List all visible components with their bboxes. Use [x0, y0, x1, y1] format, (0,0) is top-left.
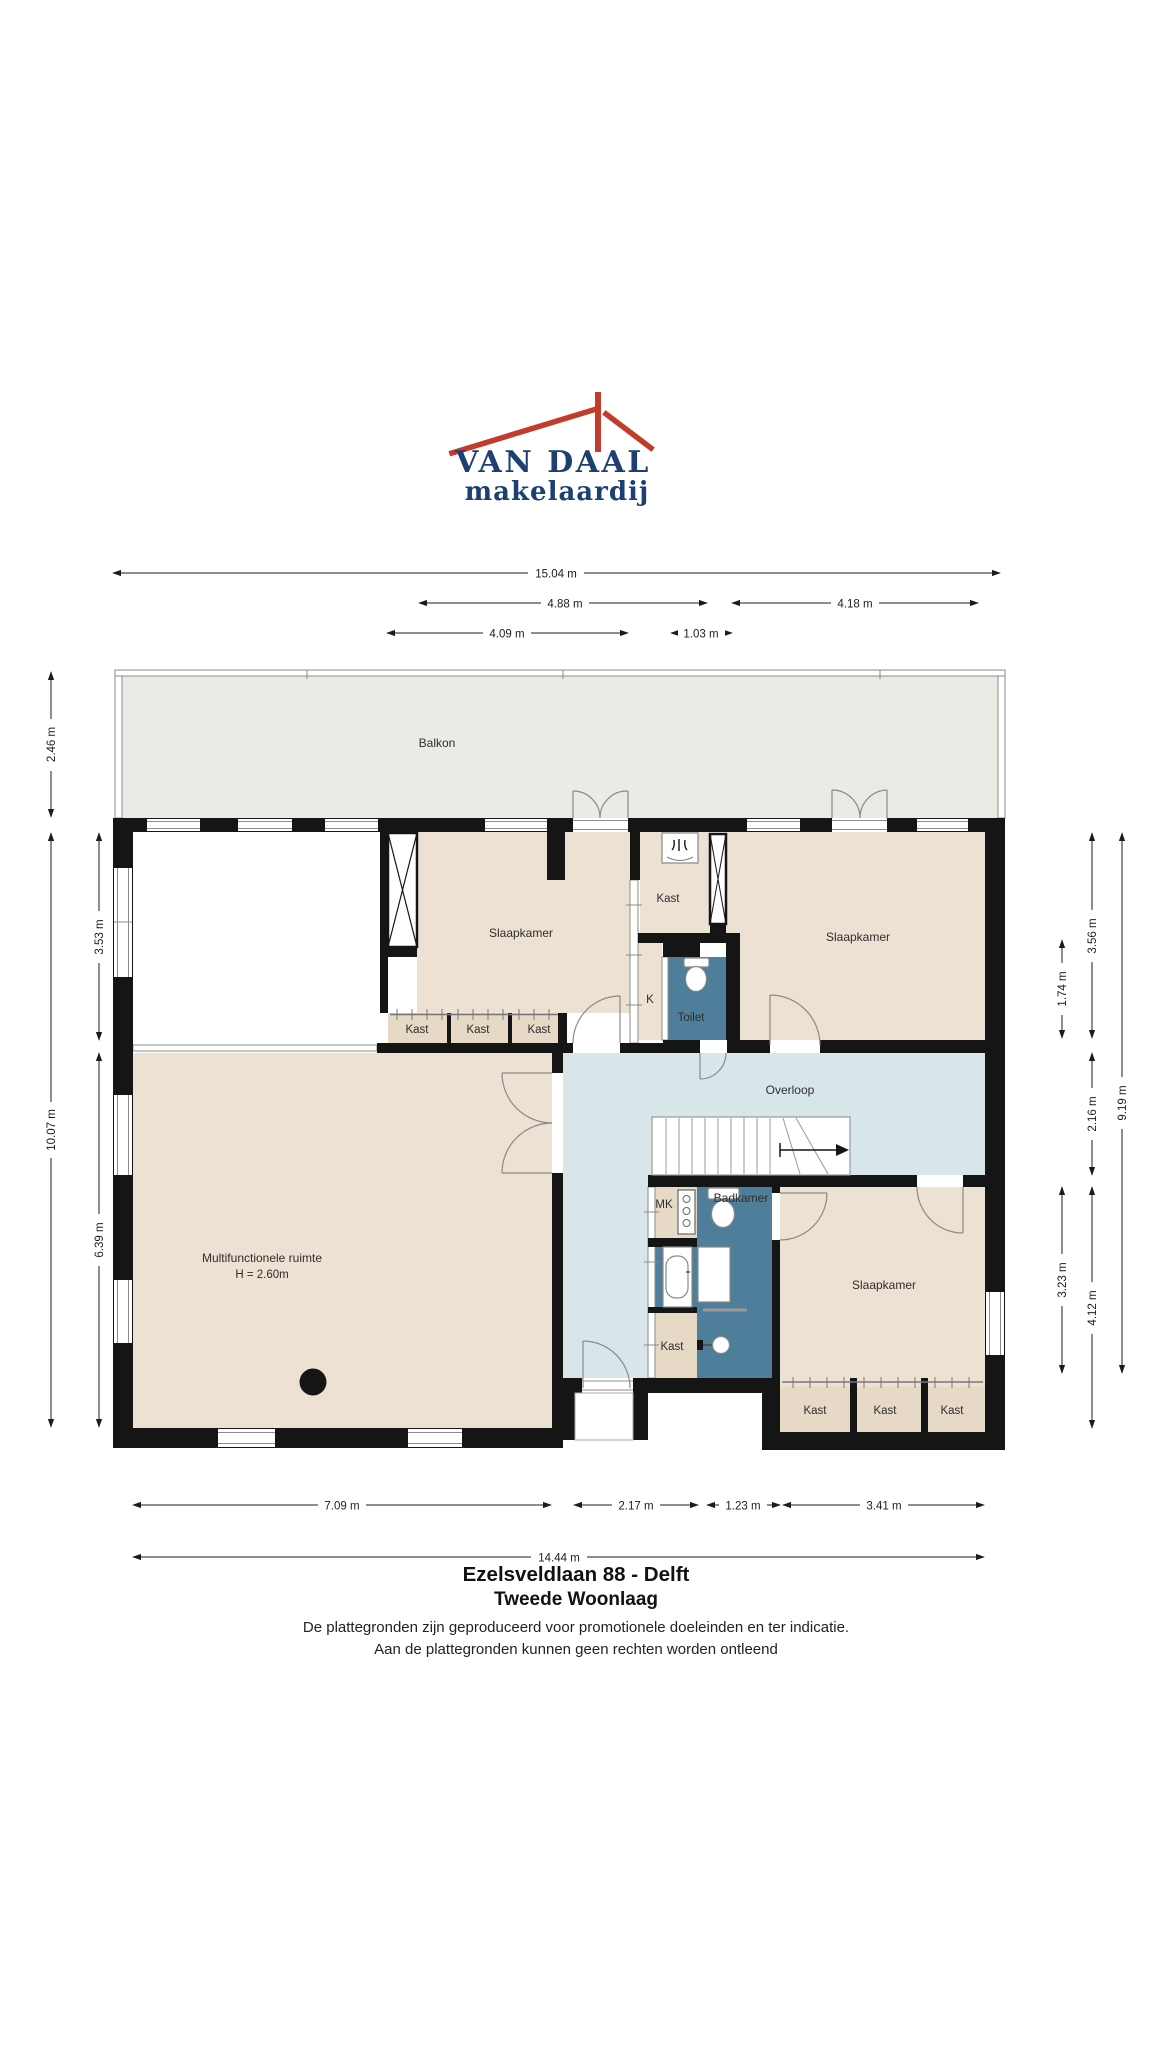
dim-label: 3.53 m [94, 919, 106, 955]
logo-name: VAN DAAL [455, 445, 651, 480]
label-toilet: Toilet [677, 1012, 705, 1024]
label-k: K [646, 994, 654, 1006]
label-kast: Kast [405, 1024, 429, 1036]
label-kast: Kast [660, 1341, 684, 1353]
staircase [652, 1117, 850, 1175]
title-block [303, 1563, 849, 1658]
label-kast: Kast [527, 1024, 551, 1036]
label-kast: Kast [466, 1024, 490, 1036]
label-multifunctionele-ruimte: Multifunctionele ruimte [201, 1251, 323, 1265]
logo [452, 395, 651, 507]
glass-partition [630, 880, 638, 1043]
k-closet [638, 943, 662, 1040]
dim-label: 15.04 m [535, 568, 577, 581]
dim-label: 9.19 m [1117, 1085, 1129, 1121]
boiler-icon [678, 1190, 695, 1234]
label-mk: MK [655, 1199, 673, 1211]
dim-label: 7.09 m [324, 1500, 360, 1513]
dim-label: 1.74 m [1057, 971, 1069, 1007]
bath-glass-wall [648, 1187, 655, 1378]
column-icon [300, 1369, 327, 1396]
dim-label: 2.46 m [46, 726, 58, 763]
washer-icon [662, 833, 698, 863]
dim-label: 4.88 m [547, 598, 583, 611]
dim-label: 1.03 m [683, 628, 719, 641]
label-kast: Kast [873, 1405, 897, 1417]
label-mfr-height: H = 2.60m [235, 1269, 289, 1281]
dim-label: 6.39 m [94, 1222, 106, 1258]
logo-tagline: makelaardij [464, 477, 650, 507]
dim-label: 4.12 m [1087, 1290, 1099, 1326]
washbasin-icon [663, 1247, 692, 1307]
label-overloop: Overloop [765, 1083, 815, 1097]
dim-label: 4.18 m [837, 598, 873, 611]
dim-label: 3.41 m [866, 1500, 902, 1513]
dim-label: 3.23 m [1057, 1262, 1069, 1298]
label-badkamer: Badkamer [713, 1191, 769, 1205]
dim-label: 2.16 m [1087, 1096, 1099, 1132]
disclaimer-line-2: Aan de plattegronden kunnen geen rechten worden ontleend [374, 1641, 778, 1658]
shaft-icon [710, 834, 726, 924]
dim-label: 1.23 m [725, 1500, 761, 1513]
label-kast: Kast [803, 1405, 827, 1417]
disclaimer-line-1: De plattegronden zijn geproduceerd voor promotionele doeleinden en ter indicatie. [302, 1619, 850, 1636]
dim-label: 14.44 m [538, 1552, 580, 1565]
dim-label: 2.17 m [618, 1500, 654, 1513]
stair-alcove [575, 1393, 633, 1440]
multifunctional-room [133, 1053, 552, 1428]
label-balkon: Balkon [418, 736, 456, 750]
label-kast: Kast [940, 1405, 964, 1417]
dim-label: 3.56 m [1087, 918, 1099, 954]
balcony-rail [115, 670, 1005, 676]
page-subtitle: Tweede Woonlaag [494, 1589, 658, 1610]
label-slaapkamer: Slaapkamer [488, 926, 554, 940]
page-title: Ezelsveldlaan 88 - Delft [462, 1563, 690, 1586]
shaft-icon [388, 833, 417, 947]
label-slaapkamer: Slaapkamer [825, 930, 891, 944]
label-slaapkamer: Slaapkamer [851, 1278, 917, 1292]
dim-label: 10.07 m [46, 1109, 58, 1151]
label-kast: Kast [656, 893, 680, 905]
dim-label: 4.09 m [489, 628, 525, 641]
void-room [133, 832, 380, 1043]
